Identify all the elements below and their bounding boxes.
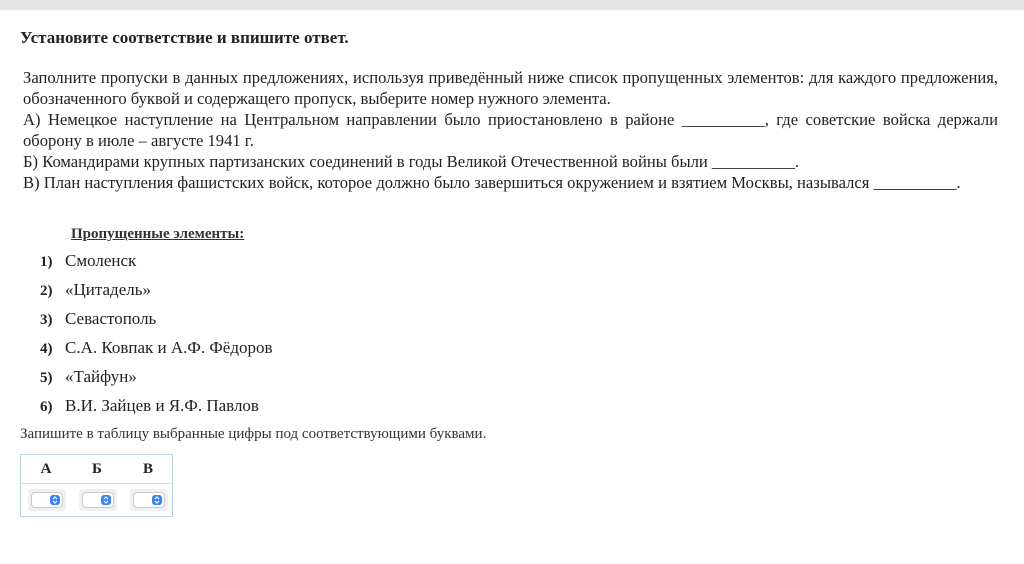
options-title: Пропущенные элементы: xyxy=(71,226,245,242)
option-number: 4) xyxy=(40,341,53,357)
column-label-a: А xyxy=(40,461,52,477)
option-item xyxy=(40,396,259,418)
option-text: Смоленск xyxy=(65,251,137,270)
task-intro: Заполните пропуски в данных предложениях, используя приведённый ниже список пропущенных элементов: для каждого предложения, обозначенного буквой и содержащего пропуск, выберите номер нужного элемента. xyxy=(23,68,998,108)
option-item xyxy=(40,338,273,360)
answer-cell-c xyxy=(130,489,168,511)
option-text: В.И. Зайцев и Я.Ф. Павлов xyxy=(65,396,259,415)
option-number: 3) xyxy=(40,312,53,328)
answer-table xyxy=(20,454,173,517)
answer-instruction: Запишите в таблицу выбранные цифры под соответствующими буквами. xyxy=(20,426,487,442)
option-item xyxy=(40,309,156,331)
updown-chevron-icon xyxy=(101,495,111,505)
option-item xyxy=(40,280,151,302)
top-bar xyxy=(0,0,1024,10)
option-text: Севастополь xyxy=(65,309,157,328)
task-heading: Установите соответствие и впишите ответ. xyxy=(20,28,349,47)
option-number: 2) xyxy=(40,283,53,299)
answer-cell-a xyxy=(28,489,66,511)
answer-table-header xyxy=(21,455,172,484)
option-item xyxy=(40,251,136,273)
column-label-b: Б xyxy=(92,461,102,477)
option-number: 6) xyxy=(40,399,53,415)
option-number: 1) xyxy=(40,254,53,270)
updown-chevron-icon xyxy=(50,495,60,505)
answer-select-a[interactable] xyxy=(31,492,63,508)
column-label-c: В xyxy=(142,461,153,477)
answer-select-c[interactable] xyxy=(133,492,165,508)
option-text: «Тайфун» xyxy=(65,367,137,386)
option-text: «Цитадель» xyxy=(65,280,151,299)
sentence-b: Б) Командирами крупных партизанских соединений в годы Великой Отечественной войны были __________. xyxy=(23,152,800,171)
sentence-c: В) План наступления фашистских войск, которое должно было завершиться окружением и взятием Москвы, назывался __________. xyxy=(23,173,961,192)
option-number: 5) xyxy=(40,370,53,386)
answer-cell-b xyxy=(79,489,117,511)
option-text: С.А. Ковпак и А.Ф. Фёдоров xyxy=(65,338,273,357)
answer-select-b[interactable] xyxy=(82,492,114,508)
option-item xyxy=(40,367,137,389)
updown-chevron-icon xyxy=(152,495,162,505)
sentence-a: А) Немецкое наступление на Центральном направлении было приостановлено в районе __________, где советские войска держали оборону в июле – августе 1941 г. xyxy=(23,110,998,150)
